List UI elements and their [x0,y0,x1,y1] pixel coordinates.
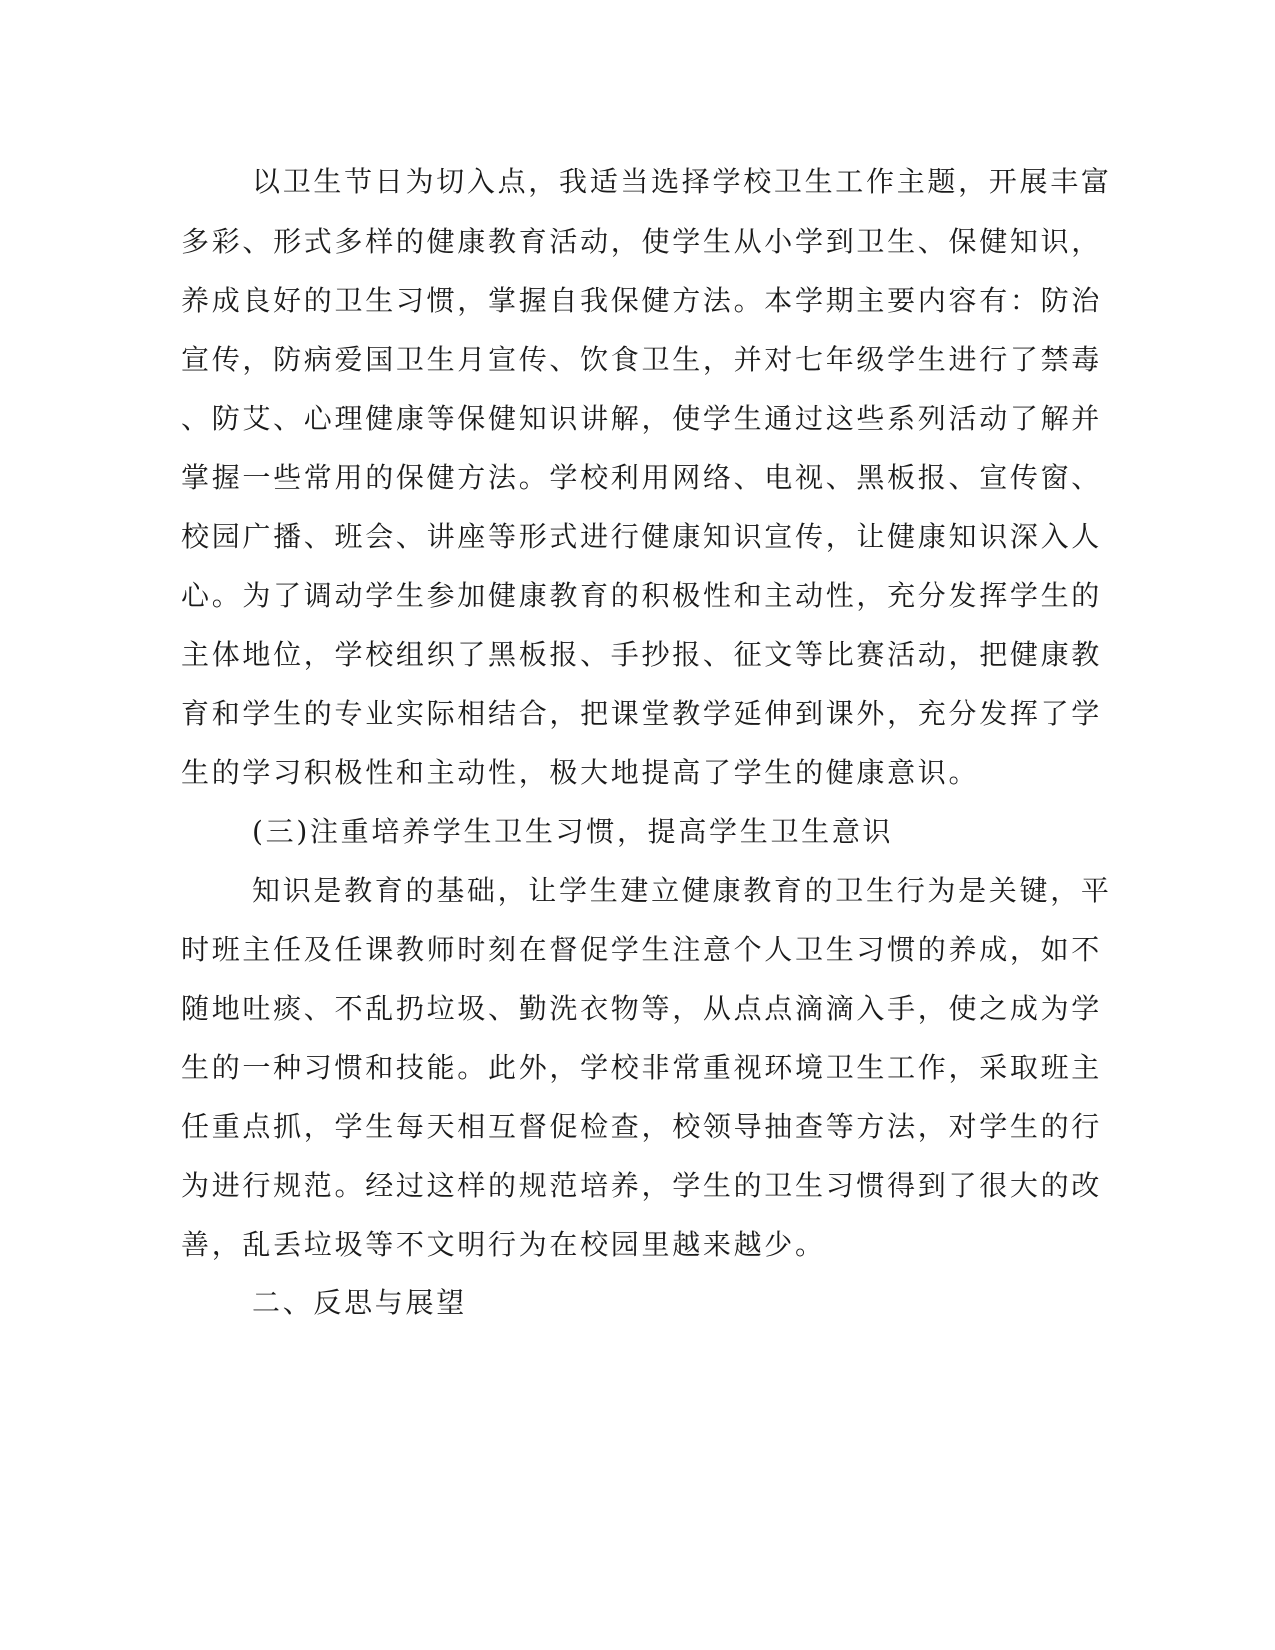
body-text-line: 宣传，防病爱国卫生月宣传、饮食卫生，并对七年级学生进行了禁毒 [181,343,1103,376]
body-text-line: 时班主任及任课教师时刻在督促学生注意个人卫生习惯的养成，如不 [181,933,1103,966]
body-text-line: 生的学习积极性和主动性，极大地提高了学生的健康意识。 [181,756,980,789]
body-text-line: 生的一种习惯和技能。此外，学校非常重视环境卫生工作，采取班主 [181,1051,1103,1084]
body-text-line: 多彩、形式多样的健康教育活动，使学生从小学到卫生、保健知识， [181,225,1103,258]
body-text-line: 、防艾、心理健康等保健知识讲解，使学生通过这些系列活动了解并 [181,402,1103,435]
body-text-line: 校园广播、班会、讲座等形式进行健康知识宣传，让健康知识深入人 [181,520,1103,553]
body-text-line: 随地吐痰、不乱扔垃圾、勤洗衣物等，从点点滴滴入手，使之成为学 [181,992,1103,1025]
body-text-line: 知识是教育的基础，让学生建立健康教育的卫生行为是关键，平 [252,874,1112,907]
section-heading: (三)注重培养学生卫生习惯，提高学生卫生意识 [252,815,894,848]
body-text-line: 善，乱丢垃圾等不文明行为在校园里越来越少。 [181,1228,826,1261]
body-text-line: 任重点抓，学生每天相互督促检查，校领导抽查等方法，对学生的行 [181,1110,1103,1143]
body-text-line: 心。为了调动学生参加健康教育的积极性和主动性，充分发挥学生的 [181,579,1103,612]
body-text-line: 主体地位，学校组织了黑板报、手抄报、征文等比赛活动，把健康教 [181,638,1103,671]
body-text-line: 为进行规范。经过这样的规范培养，学生的卫生习惯得到了很大的改 [181,1169,1103,1202]
body-text-line: 掌握一些常用的保健方法。学校利用网络、电视、黑板报、宣传窗、 [181,461,1103,494]
section-heading: 二、反思与展望 [252,1286,467,1319]
body-text-line: 育和学生的专业实际相结合，把课堂教学延伸到课外，充分发挥了学 [181,697,1103,730]
body-text-line: 养成良好的卫生习惯，掌握自我保健方法。本学期主要内容有：防治 [181,284,1103,317]
body-text-line: 以卫生节日为切入点，我适当选择学校卫生工作主题，开展丰富 [252,165,1112,198]
